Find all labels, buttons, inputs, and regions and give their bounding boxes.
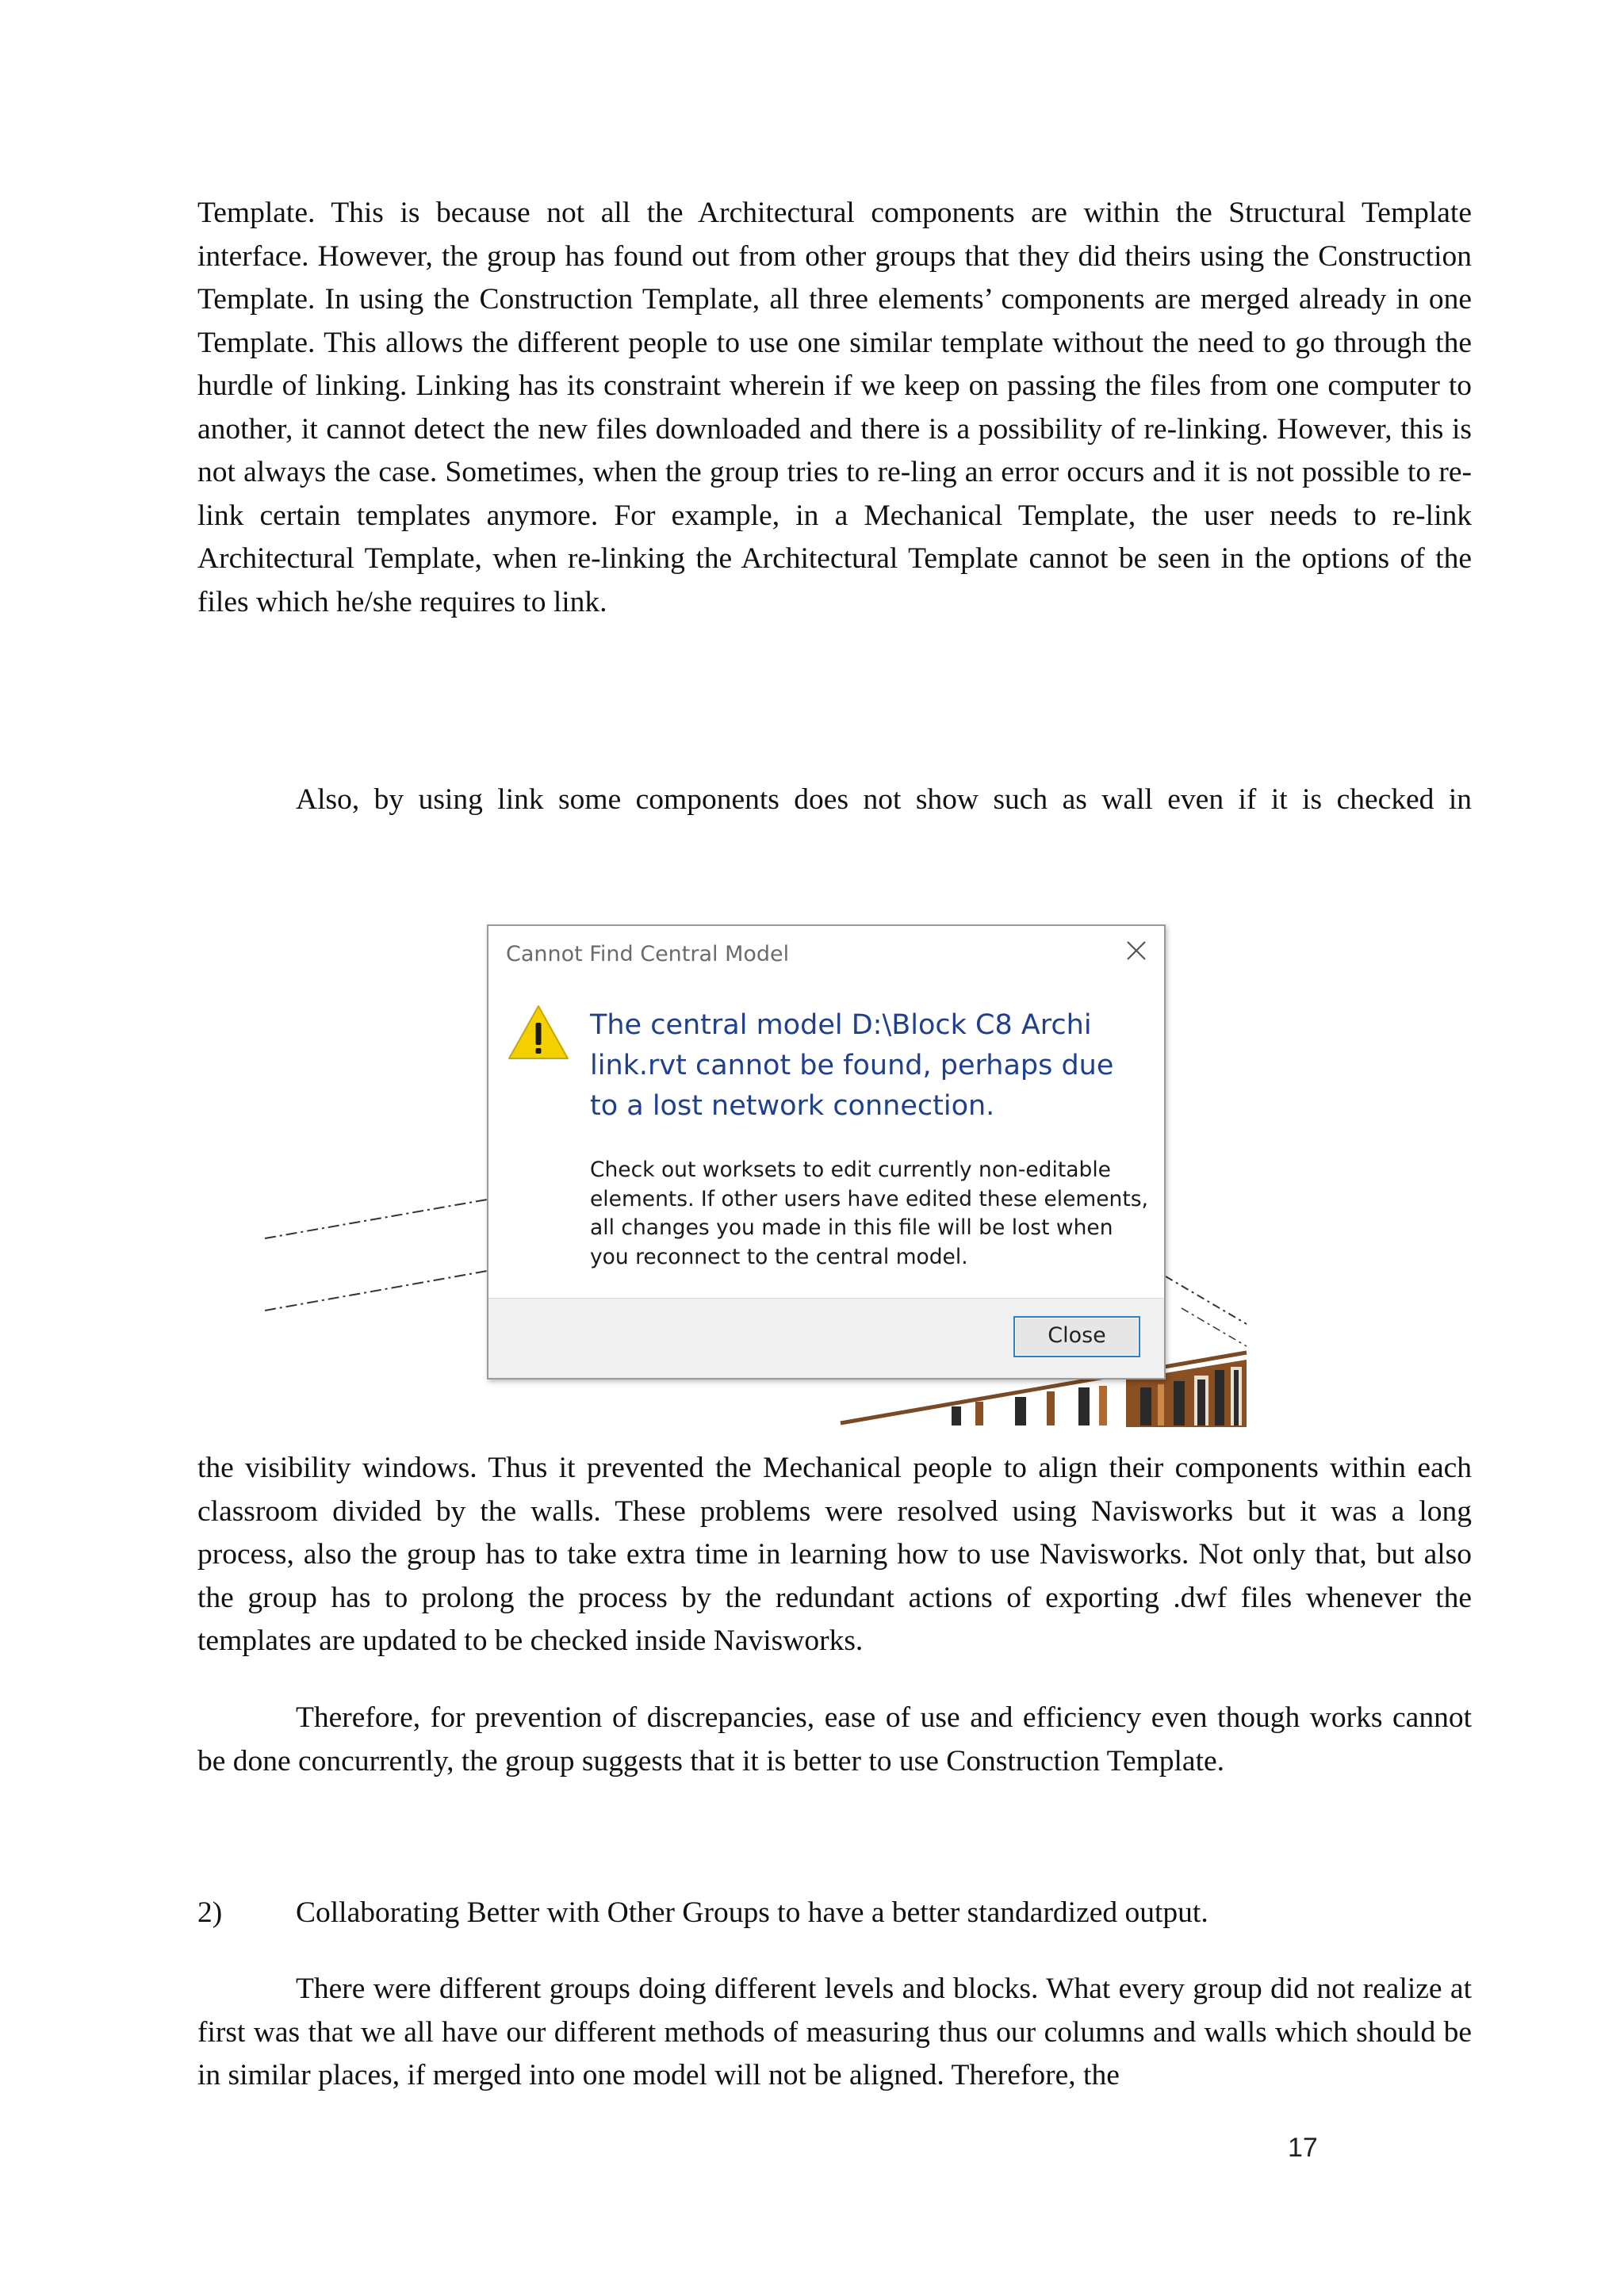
paragraph-link-components: Also, by using link some components does not show such as wall even if it is checked in <box>296 783 1472 816</box>
dialog-main-message: The central model D:\Block C8 Archi link.rvt cannot be found, perhaps due to a lost network connection. <box>590 1009 1114 1122</box>
item-heading: Collaborating Better with Other Groups to have a better standardized output. <box>296 1896 1208 1929</box>
paragraph-visibility-navisworks: the visibility windows. Thus it prevented the Mechanical people to align their components within each classroom divided by the walls. These problems were resolved using Navisworks but it was a long process, also the group has to take extra time in learning how to use Navisworks. Not only that, but also the group has to prolong the process by the redundant actions of exporting .dwf files whenever the templates are updated to be checked inside Navisworks. <box>197 1452 1472 1657</box>
dialog-footer <box>488 1298 1164 1378</box>
close-button[interactable]: Close <box>1013 1316 1140 1357</box>
dialog-sub-message: Check out worksets to edit currently non-editable elements. If other users have edited these elements, all changes you made in this file will be lost when you reconnect to the central model. <box>590 1158 1148 1269</box>
paragraph-template-linking: Template. This is because not all the Architectural components are within the Structural Template interface. However, the group has found out from other groups that they did theirs using the Construction Template. In using the Construction Template, all three elements’ components are merged already in one Template. This allows the different people to use one similar template without the need to go through the hurdle of linking. Linking has its constraint wherein if we keep on passing the files from one computer to another, it cannot detect the new files downloaded and there is a possibility of re-linking. However, this is not always the case. Sometimes, when the group tries to re-ling an error occurs and it is not possible to re-link certain templates anymore. For example, in a Mechanical Template, the user needs to re-link Architectural Template, when re-linking the Architectural Template cannot be seen in the options of the files which he/she requires to link. <box>197 197 1472 618</box>
paragraph-conclusion: Therefore, for prevention of discrepancies, ease of use and efficiency even though works cannot be done concurrently, the group suggests that it is better to use Construction Template. <box>197 1701 1472 1777</box>
warning-icon <box>508 1004 569 1061</box>
page-number: 17 <box>1288 2133 1318 2163</box>
cannot-find-central-model-dialog <box>487 924 1166 1380</box>
close-icon[interactable] <box>1123 937 1150 964</box>
error-dialog-figure <box>254 912 1253 1427</box>
dialog-title: Cannot Find Central Model <box>506 942 790 966</box>
paragraph-different-groups: There were different groups doing different levels and blocks. What every group did not realize at first was that we all have our different methods of measuring thus our columns and walls which should be in similar places, if merged into one model will not be aligned. Therefore, the <box>197 1973 1472 2091</box>
item-number: 2) <box>197 1896 223 1929</box>
